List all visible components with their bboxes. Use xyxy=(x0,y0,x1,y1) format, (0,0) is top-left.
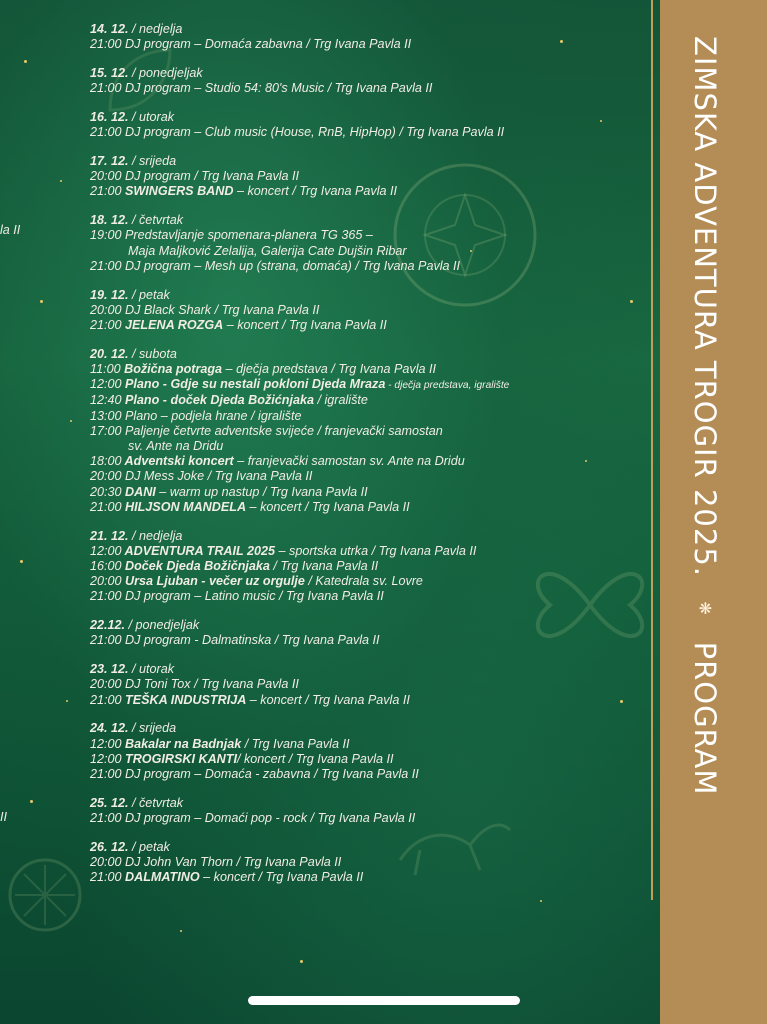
day-block xyxy=(90,66,650,96)
day-date: 15. 12. xyxy=(90,66,129,80)
day-weekday: / utorak xyxy=(128,662,175,677)
home-indicator-bar[interactable] xyxy=(248,996,520,1005)
day-date: 24. 12. xyxy=(90,721,129,736)
day-block xyxy=(90,796,650,826)
side-banner-title xyxy=(688,36,722,795)
day-weekday: / ponedjeljak xyxy=(125,618,200,633)
day-heading xyxy=(90,796,650,811)
event-time: 21:00 xyxy=(90,811,122,826)
event-row xyxy=(90,737,650,752)
event-time: 20:30 xyxy=(90,484,122,499)
event-row xyxy=(90,589,650,604)
event-description: / Katedrala sv. Lovre xyxy=(304,574,423,589)
event-description: Paljenje četvrte adventske svijeće / franjevački samostan xyxy=(121,423,443,438)
event-description: DJ program – Club music (House, RnB, HipHop) / Trg Ivana Pavla II xyxy=(121,125,505,140)
event-time: 16:00 xyxy=(90,559,122,574)
day-block xyxy=(90,154,650,200)
event-description: Maja Maljković Zelalija, Galerija Cate Dujšin Ribar xyxy=(128,243,407,258)
day-weekday: / petak xyxy=(128,839,170,854)
event-description: DJ Mess Joke / Trg Ivana Pavla II xyxy=(121,469,313,484)
event-highlight: JELENA ROZGA xyxy=(121,318,224,333)
day-heading xyxy=(90,347,650,362)
event-highlight: DALMATINO xyxy=(121,870,200,885)
day-heading xyxy=(90,662,650,677)
day-date: 17. 12. xyxy=(90,154,129,168)
event-description: / Trg Ivana Pavla II xyxy=(241,736,350,751)
day-heading xyxy=(90,529,650,544)
day-date: 16. 12. xyxy=(90,110,129,124)
event-time: 21:00 xyxy=(90,633,122,648)
event-highlight: Ursa Ljuban - večer uz orgulje xyxy=(121,574,305,589)
day-weekday: / utorak xyxy=(128,110,175,124)
event-time: 21:00 xyxy=(90,258,122,273)
day-block xyxy=(90,840,650,886)
event-description: DJ Black Shark / Trg Ivana Pavla II xyxy=(121,302,320,317)
event-highlight: HILJSON MANDELA xyxy=(121,499,247,514)
event-highlight: TROGIRSKI KANTI xyxy=(121,751,237,766)
day-heading xyxy=(90,110,650,125)
event-description: – sportska utrka / Trg Ivana Pavla II xyxy=(275,543,477,558)
event-description: – dječja predstava / Trg Ivana Pavla II xyxy=(222,362,437,377)
event-row xyxy=(90,469,650,484)
day-date: 21. 12. xyxy=(90,528,129,543)
event-row xyxy=(90,485,650,500)
event-description: DJ program – Latino music / Trg Ivana Pavla II xyxy=(121,589,384,604)
event-row xyxy=(90,811,650,826)
event-row xyxy=(90,767,650,782)
event-time: 12:00 xyxy=(90,736,122,751)
banner-title-main: ZIMSKA ADVENTURA TROGIR 2025. xyxy=(688,36,722,578)
event-time: 21:00 xyxy=(90,767,122,782)
event-description: DJ program – Domaća zabavna / Trg Ivana Pavla II xyxy=(121,37,412,52)
event-description: – koncert / Trg Ivana Pavla II xyxy=(223,318,387,333)
event-row xyxy=(90,377,650,393)
day-weekday: / srijeda xyxy=(128,154,177,168)
event-highlight: Plano - doček Djeda Božićnjaka xyxy=(121,393,314,408)
event-time: 12:00 xyxy=(90,751,122,766)
event-row xyxy=(90,303,650,318)
event-description: – franjevački samostan sv. Ante na Dridu xyxy=(233,454,465,469)
day-block xyxy=(90,288,650,334)
cropped-text-fragment: II xyxy=(0,810,7,824)
day-date: 18. 12. xyxy=(90,213,129,228)
event-time: 17:00 xyxy=(90,423,122,438)
event-description: – warm up nastup / Trg Ivana Pavla II xyxy=(155,484,368,499)
day-block xyxy=(90,529,650,605)
event-row xyxy=(90,81,650,96)
day-weekday: / subota xyxy=(128,346,177,361)
event-row xyxy=(90,259,650,274)
day-block xyxy=(90,618,650,648)
event-time: 12:00 xyxy=(90,543,122,558)
event-time: 12:40 xyxy=(90,393,122,408)
banner-title-program: PROGRAM xyxy=(688,641,722,796)
day-date: 23. 12. xyxy=(90,662,129,677)
event-description: – koncert / Trg Ivana Pavla II xyxy=(246,692,410,707)
event-row xyxy=(90,752,650,767)
event-description: / koncert / Trg Ivana Pavla II xyxy=(236,751,394,766)
event-time: 20:00 xyxy=(90,169,122,184)
day-weekday: / petak xyxy=(128,287,170,302)
event-description: DJ program / Trg Ivana Pavla II xyxy=(121,169,300,184)
day-weekday: / ponedjeljak xyxy=(128,66,203,80)
day-block xyxy=(90,110,650,140)
cropped-text-fragment: la II xyxy=(0,223,21,237)
event-row xyxy=(90,439,650,454)
day-block xyxy=(90,662,650,708)
event-highlight: Adventski koncert xyxy=(121,454,234,469)
event-row xyxy=(90,677,650,692)
event-row xyxy=(90,409,650,424)
event-description: DJ program – Studio 54: 80's Music / Trg Ivana Pavla II xyxy=(121,81,433,96)
day-heading xyxy=(90,618,650,633)
event-highlight: ADVENTURA TRAIL 2025 xyxy=(121,543,276,558)
day-heading xyxy=(90,66,650,81)
day-date: 20. 12. xyxy=(90,346,129,361)
gold-divider-line xyxy=(651,0,653,900)
day-weekday: / nedjelja xyxy=(128,22,183,36)
day-weekday: / nedjelja xyxy=(128,528,183,543)
event-time: 11:00 xyxy=(90,362,121,377)
snowflake-decoration-icon xyxy=(0,850,90,940)
event-time: 21:00 xyxy=(90,125,122,140)
event-row xyxy=(90,125,650,140)
event-time: 20:00 xyxy=(90,302,122,317)
event-time: 18:00 xyxy=(90,454,122,469)
day-date: 26. 12. xyxy=(90,839,129,854)
event-time: 21:00 xyxy=(90,318,122,333)
event-highlight: Bakalar na Badnjak xyxy=(121,736,242,751)
day-weekday: / srijeda xyxy=(128,721,177,736)
day-weekday: / četvrtak xyxy=(128,213,184,228)
day-block xyxy=(90,213,650,274)
event-highlight: DANI xyxy=(121,484,156,499)
event-time: 21:00 xyxy=(90,692,122,707)
event-time: 21:00 xyxy=(90,81,122,96)
day-date: 25. 12. xyxy=(90,795,129,810)
event-highlight: SWINGERS BAND xyxy=(121,184,234,199)
event-time: 12:00 xyxy=(90,377,122,392)
event-time: 21:00 xyxy=(90,499,122,514)
day-heading xyxy=(90,840,650,855)
event-time: 21:00 xyxy=(90,589,122,604)
event-row xyxy=(90,544,650,559)
event-description: DJ program – Mesh up (strana, domaća) / Trg Ivana Pavla II xyxy=(121,258,461,273)
event-highlight: Božična potraga xyxy=(120,362,223,377)
event-row xyxy=(90,244,650,259)
event-time: 21:00 xyxy=(90,184,122,199)
event-row xyxy=(90,693,650,708)
event-schedule xyxy=(90,22,650,899)
event-row xyxy=(90,424,650,439)
event-highlight: TEŠKA INDUSTRIJA xyxy=(121,692,247,707)
day-heading xyxy=(90,721,650,736)
event-time: 20:00 xyxy=(90,677,122,692)
event-row xyxy=(90,633,650,648)
event-highlight: Plano - Gdje su nestali pokloni Djeda Mraza xyxy=(121,377,386,392)
event-time: 20:00 xyxy=(90,469,122,484)
day-date: 22.12. xyxy=(90,618,126,633)
event-row xyxy=(90,855,650,870)
event-description: DJ Toni Tox / Trg Ivana Pavla II xyxy=(121,677,299,692)
event-description: Plano – podjela hrane / igralište xyxy=(121,408,302,423)
event-time: 21:00 xyxy=(90,870,122,885)
event-description: / Trg Ivana Pavla II xyxy=(269,559,379,574)
event-row xyxy=(90,574,650,589)
event-description: DJ program - Dalmatinska / Trg Ivana Pavla II xyxy=(121,633,380,648)
event-row xyxy=(90,169,650,184)
event-description: / igralište xyxy=(313,393,368,408)
event-description: DJ program – Domaći pop - rock / Trg Ivana Pavla II xyxy=(121,811,416,826)
day-heading xyxy=(90,154,650,169)
event-row xyxy=(90,870,650,885)
snowflake-icon: ❋ xyxy=(696,593,715,626)
event-time: 20:00 xyxy=(90,574,122,589)
event-time: 19:00 xyxy=(90,228,122,243)
day-block xyxy=(90,22,650,52)
day-weekday: / četvrtak xyxy=(128,795,184,810)
event-description: DJ program – Domaća - zabavna / Trg Ivana Pavla II xyxy=(121,767,419,782)
day-heading xyxy=(90,22,650,37)
day-heading xyxy=(90,288,650,303)
day-date: 19. 12. xyxy=(90,287,129,302)
event-time: 21:00 xyxy=(90,37,122,52)
event-row xyxy=(90,184,650,199)
event-time: 20:00 xyxy=(90,855,122,870)
event-description: - dječja predstava, igralište xyxy=(385,380,510,392)
day-block xyxy=(90,347,650,515)
day-date: 14. 12. xyxy=(90,22,129,36)
event-description: – koncert / Trg Ivana Pavla II xyxy=(233,184,398,199)
event-description: sv. Ante na Dridu xyxy=(128,439,224,454)
event-time: 13:00 xyxy=(90,408,122,423)
event-row xyxy=(90,500,650,515)
event-row xyxy=(90,559,650,574)
event-row xyxy=(90,318,650,333)
event-row xyxy=(90,393,650,408)
event-row xyxy=(90,37,650,52)
event-row xyxy=(90,362,650,377)
event-description: Predstavljanje spomenara-planera TG 365 – xyxy=(121,228,373,243)
event-row xyxy=(90,228,650,243)
day-block xyxy=(90,721,650,782)
event-description: – koncert / Trg Ivana Pavla II xyxy=(246,499,410,514)
event-description: – koncert / Trg Ivana Pavla II xyxy=(199,870,364,885)
day-heading xyxy=(90,213,650,228)
event-highlight: Doček Djeda Božičnjaka xyxy=(121,559,270,574)
event-description: DJ John Van Thorn / Trg Ivana Pavla II xyxy=(121,855,342,870)
event-row xyxy=(90,454,650,469)
